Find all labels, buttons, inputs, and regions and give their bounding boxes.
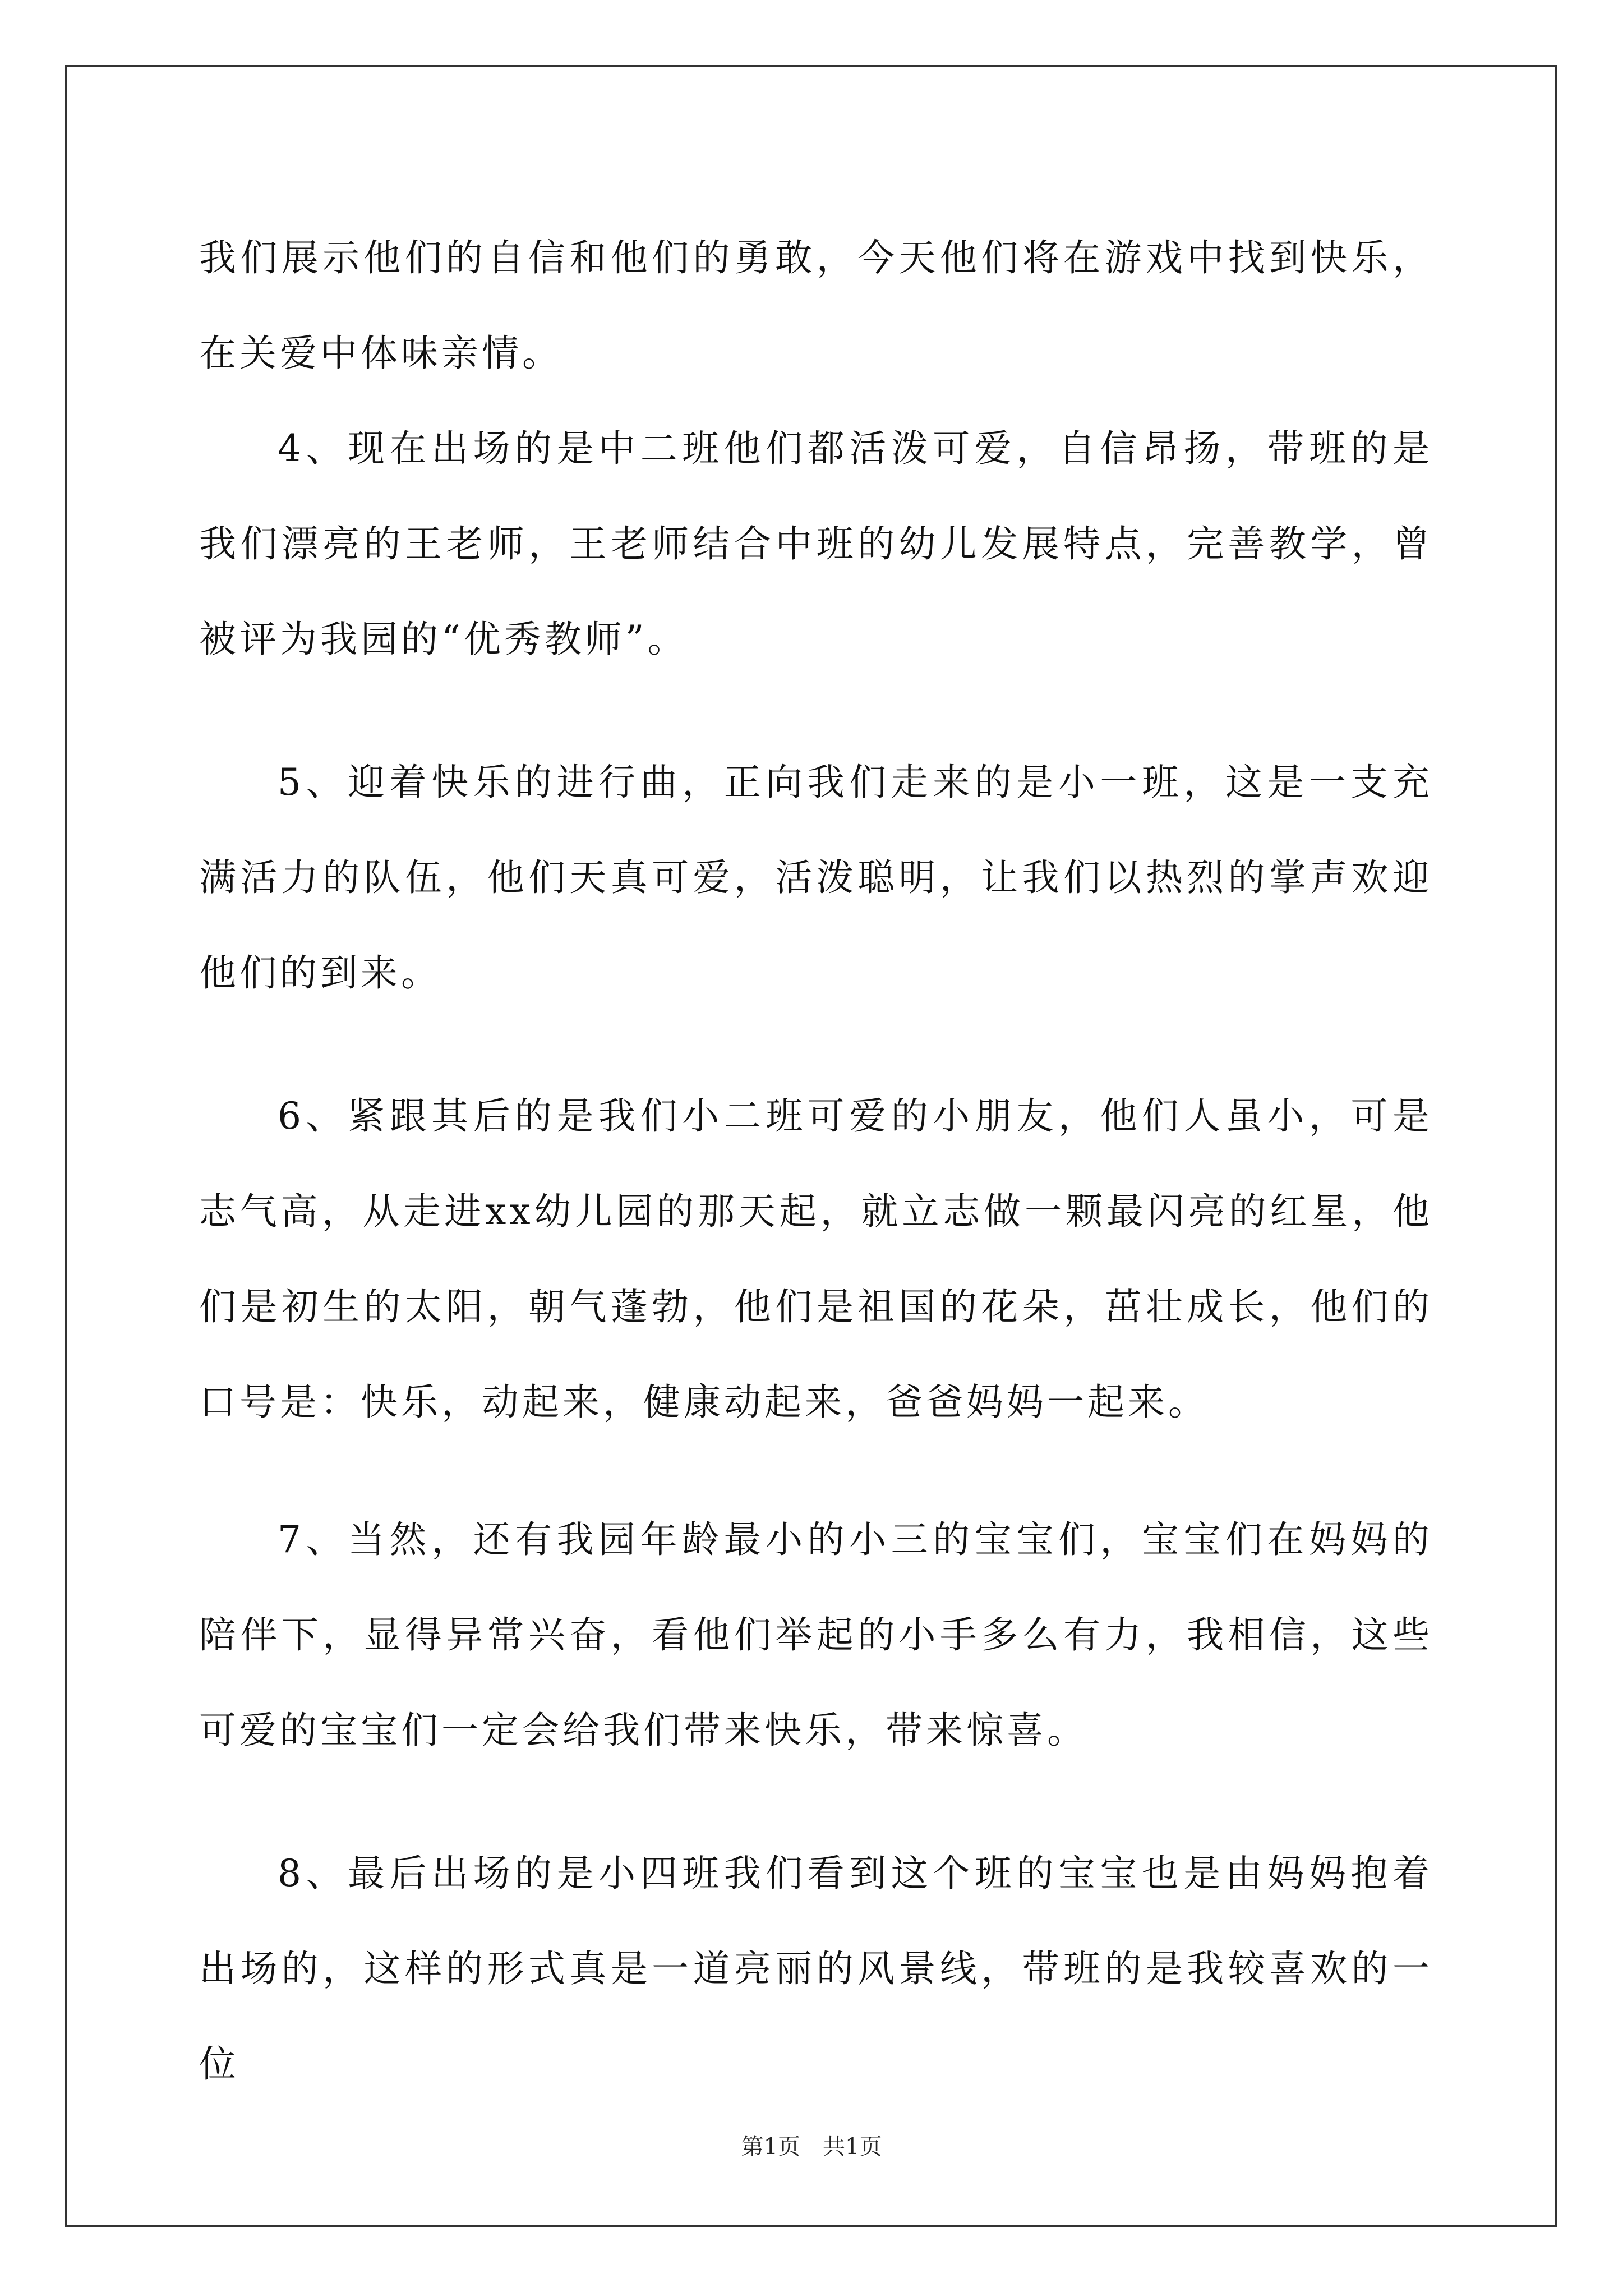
paragraph-continuation: 我们展示他们的自信和他们的勇敢，今天他们将在游戏中找到快乐，在关爱中体味亲情。 — [199, 236, 1433, 375]
page-footer: 第1页 共1页 — [741, 2134, 882, 2160]
paragraph-item-4: 4、现在出场的是中二班他们都活泼可爱，自信昂扬，带班的是我们漂亮的王老师，王老师结合中班的幼儿发展特点，完善教学，曾被评为我园的“优秀教师”。 — [199, 427, 1433, 661]
paragraph-item-5: 5、迎着快乐的进行曲，正向我们走来的是小一班，这是一支充满活力的队伍，他们天真可爱，活泼聪明，让我们以热烈的掌声欢迎他们的到来。 — [199, 761, 1433, 995]
paragraph-item-8: 8、最后出场的是小四班我们看到这个班的宝宝也是由妈妈抱着出场的，这样的形式真是一道亮丽的风景线，带班的是我较喜欢的一位 — [199, 1852, 1433, 2086]
paragraph-item-7: 7、当然，还有我园年龄最小的小三的宝宝们，宝宝们在妈妈的陪伴下，显得异常兴奋，看他们举起的小手多么有力，我相信，这些可爱的宝宝们一定会给我们带来快乐，带来惊喜。 — [199, 1518, 1433, 1752]
paragraph-item-6: 6、紧跟其后的是我们小二班可爱的小朋友，他们人虽小，可是志气高，从走进xx幼儿园的那天起，就立志做一颗最闪亮的红星，他们是初生的太阳，朝气蓬勃，他们是祖国的花朵，茁壮成长，他们的口号是：快乐，动起来，健康动起来，爸爸妈妈一起来。 — [199, 1094, 1433, 1424]
